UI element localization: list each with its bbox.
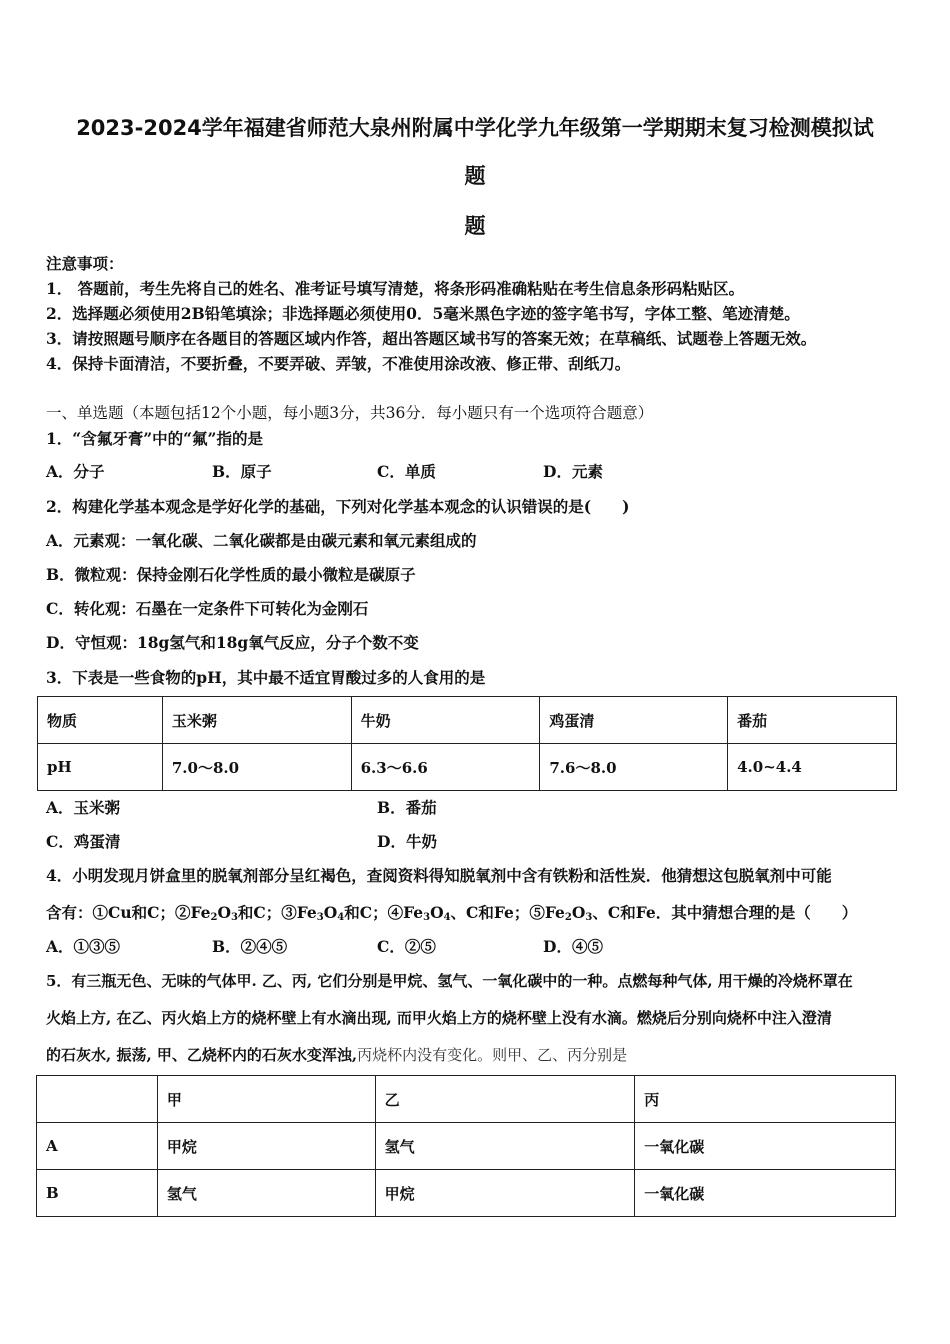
table-cell: 乙 xyxy=(375,1076,635,1123)
q3-option-a: A．玉米粥 xyxy=(46,798,121,817)
table-cell: 甲烷 xyxy=(157,1123,375,1170)
q4-stem-line2: 含有：①Cu和C；$②Fe_2O_3$和C；$③Fe_3O_4$和C；$④Fe_3O_4$、C和Fe；$⑤Fe_2O_3$、C和Fe．其中猜想合理的是（ ） xyxy=(46,903,858,923)
table-cell: 甲 xyxy=(157,1076,375,1123)
note-item-4: 4．保持卡面清洁，不要折叠，不要弄破、弄皱，不准使用涂改液、修正带、刮纸刀。 xyxy=(46,354,631,373)
note-item-1: 1． 答题前，考生先将自己的姓名、准考证号填写清楚，将条形码准确粘贴在考生信息条形码粘贴区。 xyxy=(46,279,745,298)
q5-stem-line1: 5．有三瓶无色、无味的气体甲. 乙、丙, 它们分别是甲烷、氢气、一氧化碳中的一种。点燃每种气体, 用干燥的冷烧杯罩在 xyxy=(46,972,853,990)
exam-title-line2: 题 xyxy=(464,164,486,188)
table-cell: A xyxy=(37,1123,158,1170)
table-cell: pH xyxy=(38,744,163,791)
table-row xyxy=(37,1076,896,1123)
table-cell: 一氧化碳 xyxy=(635,1170,896,1217)
q2-option-c: C．转化观：石墨在一定条件下可转化为金刚石 xyxy=(46,599,369,618)
table-cell: 牛奶 xyxy=(351,697,540,744)
table-cell: 玉米粥 xyxy=(162,697,351,744)
exam-title-line1: 2023-2024学年福建省师范大泉州附属中学化学九年级第一学期期末复习检测模拟试 xyxy=(76,116,874,140)
q4-option-c: C．②⑤ xyxy=(377,937,436,956)
table-cell: 一氧化碳 xyxy=(635,1123,896,1170)
q3-option-c: C．鸡蛋清 xyxy=(46,832,121,851)
table-cell: B xyxy=(37,1170,158,1217)
q2-option-d: D．守恒观：18g氢气和18g氧气反应，分子个数不变 xyxy=(46,633,419,652)
q1-option-d: D．元素 xyxy=(543,462,603,481)
notes-heading: 注意事项： xyxy=(46,254,124,273)
table-row xyxy=(37,1123,896,1170)
table-cell: 氢气 xyxy=(375,1123,635,1170)
table-cell: 番茄 xyxy=(728,697,897,744)
table-row xyxy=(37,1170,896,1217)
q3-ph-table xyxy=(37,696,897,791)
table-cell: 鸡蛋清 xyxy=(540,697,728,744)
section-heading: 一、单选题（本题包括12个小题，每小题3分，共36分．每小题只有一个选项符合题意） xyxy=(46,404,654,422)
table-cell: 物质 xyxy=(38,697,163,744)
note-item-2: 2．选择题必须使用2B铅笔填涂；非选择题必须使用0．5毫米黑色字迹的签字笔书写，字体工整、笔迹清楚。 xyxy=(46,304,800,323)
note-item-3: 3．请按照题号顺序在各题目的答题区域内作答，超出答题区域书写的答案无效；在草稿纸、试题卷上答题无效。 xyxy=(46,329,817,348)
table-cell: 6.3～6.6 xyxy=(351,744,540,791)
table-row xyxy=(38,697,897,744)
table-cell: 氢气 xyxy=(157,1170,375,1217)
exam-title-line3: 题 xyxy=(464,214,486,238)
q2-stem: 2．构建化学基本观念是学好化学的基础，下列对化学基本观念的认识错误的是( ) xyxy=(46,497,630,516)
q5-answer-table xyxy=(36,1075,896,1217)
q4-option-a: A．①③⑤ xyxy=(46,937,121,956)
q4-stem-line1: 4．小明发现月饼盒里的脱氧剂部分呈红褐色，查阅资料得知脱氧剂中含有铁粉和活性炭．他猜想这包脱氧剂中可能 xyxy=(46,866,832,885)
q1-option-b: B．原子 xyxy=(212,462,272,481)
q1-option-a: A．分子 xyxy=(46,462,105,481)
q1-option-c: C．单质 xyxy=(377,462,436,481)
q3-option-b: B．番茄 xyxy=(377,798,437,817)
q2-option-a: A．元素观：一氧化碳、二氧化碳都是由碳元素和氧元素组成的 xyxy=(46,531,477,550)
table-cell: 丙 xyxy=(635,1076,896,1123)
q3-stem: 3．下表是一些食物的pH，其中最不适宜胃酸过多的人食用的是 xyxy=(46,668,486,687)
table-cell: 4.0~4.4 xyxy=(728,744,897,791)
q1-stem: 1．“含氟牙膏”中的“氟”指的是 xyxy=(46,429,263,448)
q5-stem-line2: 火焰上方, 在乙、丙火焰上方的烧杯壁上有水滴出现, 而甲火焰上方的烧杯壁上没有水滴。燃烧后分别向烧杯中注入澄清 xyxy=(46,1009,832,1027)
q4-option-d: D．④⑤ xyxy=(543,937,603,956)
q2-option-b: B．微粒观：保持金刚石化学性质的最小微粒是碳原子 xyxy=(46,565,416,584)
table-row xyxy=(38,744,897,791)
table-cell: 甲烷 xyxy=(375,1170,635,1217)
q3-option-d: D．牛奶 xyxy=(377,832,437,851)
q4-option-b: B．②④⑤ xyxy=(212,937,288,956)
table-cell: 7.0～8.0 xyxy=(162,744,351,791)
table-cell: 7.6～8.0 xyxy=(540,744,728,791)
q5-stem-line3: 的石灰水, 振荡, 甲、乙烧杯内的石灰水变浑浊,丙烧杯内没有变化。则甲、乙、丙分别是 xyxy=(46,1046,628,1064)
table-cell xyxy=(37,1076,158,1123)
